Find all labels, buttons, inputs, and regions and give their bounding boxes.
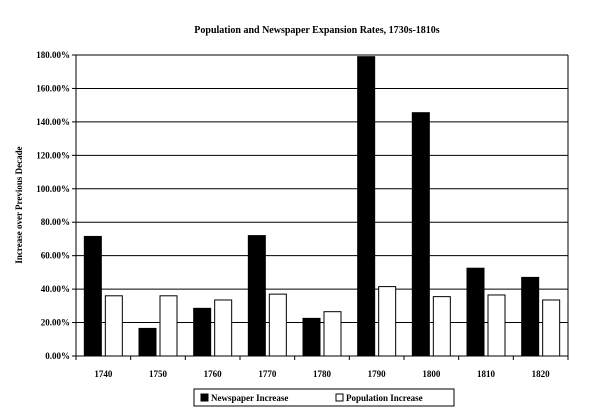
bar-population-increase <box>105 296 122 356</box>
y-tick-label: 40.00% <box>40 284 70 295</box>
legend <box>194 389 454 406</box>
legend-swatch <box>201 394 208 401</box>
bar-population-increase <box>433 297 450 356</box>
y-tick-label: 180.00% <box>36 50 70 60</box>
bar-newspaper-increase <box>522 277 539 356</box>
chart-title: Population and Newspaper Expansion Rates, 1730s-1810s <box>194 25 440 36</box>
x-tick-label: 1820 <box>531 369 550 379</box>
y-tick-label: 80.00% <box>40 217 70 228</box>
y-axis-title: Increase over Previous Decade <box>14 146 24 264</box>
plot-area <box>36 50 568 379</box>
x-tick-label: 1750 <box>149 369 167 379</box>
bar-newspaper-increase <box>248 236 265 356</box>
y-tick-label: 20.00% <box>40 317 70 328</box>
legend-swatch <box>336 394 343 401</box>
bar-newspaper-increase <box>358 57 375 356</box>
bar-newspaper-increase <box>303 318 320 356</box>
bar-newspaper-increase <box>194 308 211 356</box>
x-tick-label: 1760 <box>203 369 222 379</box>
x-tick-label: 1780 <box>313 369 331 379</box>
y-tick-label: 160.00% <box>36 83 70 94</box>
y-tick-label: 120.00% <box>36 150 70 161</box>
y-tick-label: 100.00% <box>36 183 70 194</box>
bar-population-increase <box>215 300 232 356</box>
x-tick-label: 1740 <box>94 369 113 379</box>
bar-population-increase <box>269 294 286 356</box>
x-tick-label: 1800 <box>422 369 441 379</box>
bar-population-increase <box>543 300 560 356</box>
bar-newspaper-increase <box>467 268 484 356</box>
bar-population-increase <box>379 287 396 356</box>
x-tick-label: 1810 <box>477 369 495 379</box>
legend-label: Population Increase <box>346 393 423 403</box>
bar-newspaper-increase <box>84 236 101 356</box>
y-tick-label: 140.00% <box>36 116 70 127</box>
legend-label: Newspaper Increase <box>211 393 289 403</box>
x-tick-label: 1790 <box>367 369 386 379</box>
y-tick-label: 0.00% <box>45 351 70 361</box>
bar-newspaper-increase <box>412 113 429 356</box>
bar-newspaper-increase <box>139 328 156 356</box>
bar-population-increase <box>324 312 341 356</box>
x-tick-label: 1770 <box>258 369 277 379</box>
y-tick-label: 60.00% <box>40 250 70 261</box>
bar-population-increase <box>160 296 177 356</box>
bar-population-increase <box>488 295 505 356</box>
